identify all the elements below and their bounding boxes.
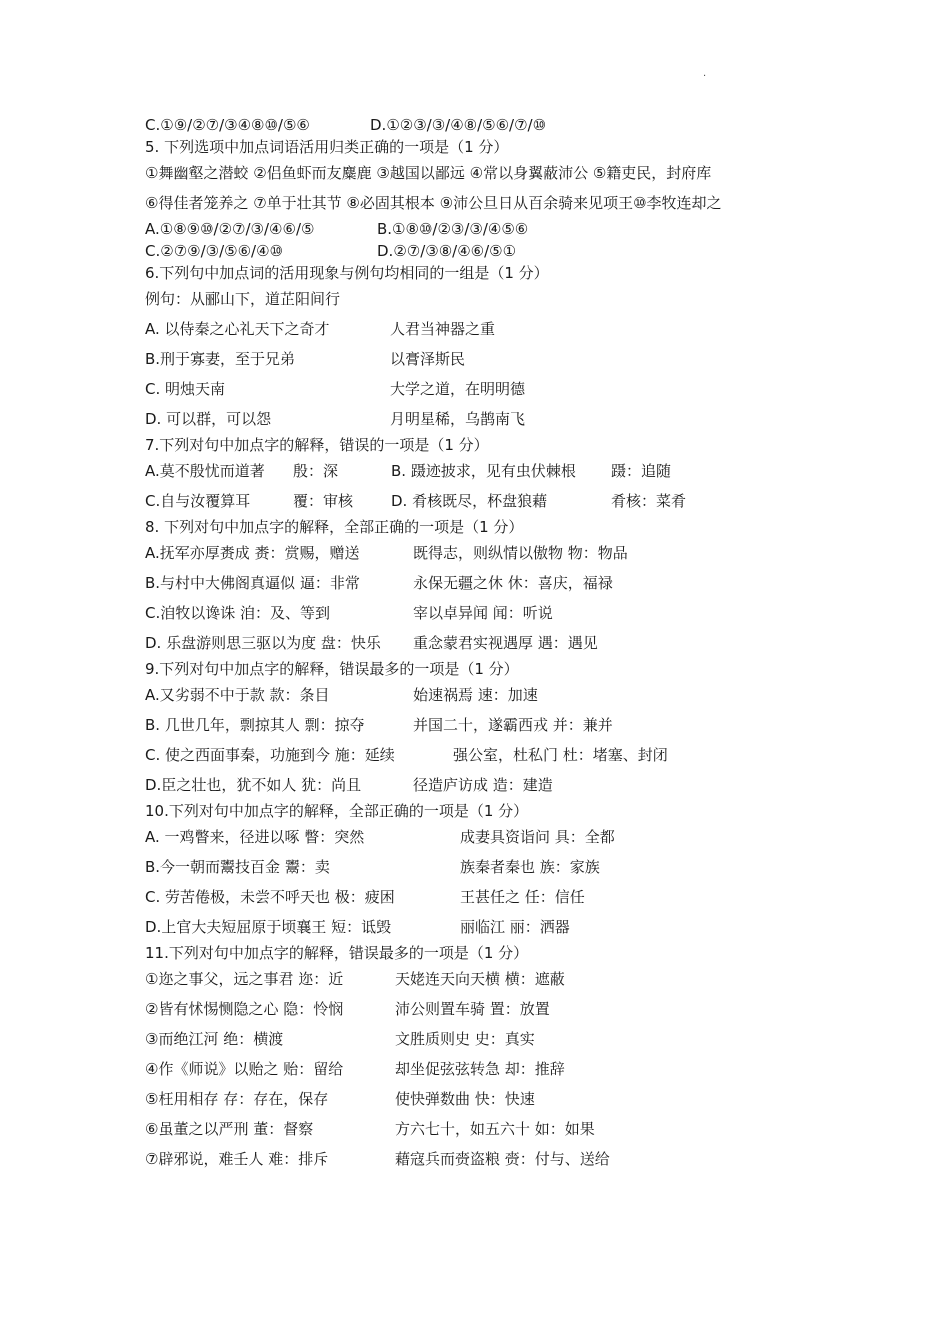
q9-option-b-right: 并国二十，遂霸西戎 并：兼并 <box>413 716 613 734</box>
q7-option-d: D. 肴核既尽，杯盘狼藉 <box>391 492 548 510</box>
q11-item-3-right: 文胜质则史 史：真实 <box>395 1030 535 1048</box>
q6-stem: 6.下列句中加点词的活用现象与例句均相同的一组是（1 分） <box>145 264 549 282</box>
q11-item-6-right: 方六七十，如五六十 如：如果 <box>395 1120 595 1138</box>
q10-option-c-left: C. 劳苦倦极，未尝不呼天也 极：疲困 <box>145 888 395 906</box>
corner-mark: . <box>703 68 707 79</box>
q9-option-d <box>145 770 835 800</box>
q7-option-c: C.自与汝覆算耳 <box>145 492 251 510</box>
q11-item-4-right: 却坐促弦弦转急 却：推辞 <box>395 1060 565 1078</box>
q9-option-c-left: C. 使之西面事秦，功施到今 施：延续 <box>145 746 395 764</box>
q6-option-c-right: 大学之道，在明明德 <box>390 380 526 398</box>
q5-option-b: B.①⑧⑩/②③/③/④⑤⑥ <box>377 220 529 238</box>
q11-item-6-left: ⑥虽董之以严刑 董：督察 <box>145 1120 314 1138</box>
q9-stem: 9.下列对句中加点字的解释，错误最多的一项是（1 分） <box>145 660 519 678</box>
q10-option-d <box>145 912 835 942</box>
q8-option-d-left: D. 乐盘游则思三驱以为度 盘：快乐 <box>145 634 381 652</box>
q11-item-2-right: 沛公则置车骑 置：放置 <box>395 1000 550 1018</box>
q11-item-5 <box>145 1084 835 1114</box>
q8-option-a-left: A.抚军亦厚赉成 赉：赏赐，赠送 <box>145 544 360 562</box>
q7-option-a-def: 殷：深 <box>293 462 339 480</box>
question-content <box>145 114 835 1174</box>
q11-item-7-left: ⑦辟邪说，难壬人 难：排斥 <box>145 1150 329 1168</box>
q11-item-1-right: 天姥连天向天横 横：遮蔽 <box>395 970 565 988</box>
q8-option-d-right: 重念蒙君实视遇厚 遇：遇见 <box>413 634 598 652</box>
q10-option-d-right: 丽临江 丽：洒器 <box>460 918 570 936</box>
q11-item-7-right: 藉寇兵而赍盗粮 赍：付与、送给 <box>395 1150 610 1168</box>
q7-stem: 7.下列对句中加点字的解释，错误的一项是（1 分） <box>145 436 489 454</box>
q6-option-b-left: B.刑于寡妻，至于兄弟 <box>145 350 296 368</box>
q6-option-a-left: A. 以侍秦之心礼天下之奇才 <box>145 320 330 338</box>
q7-options-cd <box>145 486 835 516</box>
q11-item-5-right: 使快弹数曲 快：快速 <box>395 1090 535 1108</box>
q6-example: 例句：从郦山下，道芷阳间行 <box>145 290 341 308</box>
q10-option-c-right: 王甚任之 任：信任 <box>460 888 585 906</box>
q11-item-1-left: ①迩之事父，远之事君 迩：近 <box>145 970 344 988</box>
q9-option-d-right: 径造庐访成 造：建造 <box>413 776 553 794</box>
q11-item-3-left: ③而绝江河 绝：横渡 <box>145 1030 284 1048</box>
q6-option-b-right: 以膏泽斯民 <box>390 350 466 368</box>
q5-option-a: A.①⑧⑨⑩/②⑦/③/④⑥/⑤ <box>145 220 315 238</box>
q7-option-d-def: 肴核：菜肴 <box>611 492 687 510</box>
q9-option-b <box>145 710 835 740</box>
q10-option-a-right: 成妻具资诣问 具：全都 <box>460 828 615 846</box>
q4-option-c: C.①⑨/②⑦/③④⑧⑩/⑤⑥ <box>145 116 310 134</box>
q5-items-line2: ⑥得佳者笼养之 ⑦单于壮其节 ⑧必固其根本 ⑨沛公旦日从百余骑来见项王⑩李牧连却之 <box>145 194 722 212</box>
q5-option-d: D.②⑦/③⑧/④⑥/⑤① <box>377 242 517 260</box>
q6-option-d <box>145 404 835 434</box>
q9-option-a-right: 始速祸焉 速：加速 <box>413 686 538 704</box>
q8-option-d <box>145 628 835 658</box>
q9-option-c <box>145 740 835 770</box>
q6-option-c-left: C. 明烛天南 <box>145 380 226 398</box>
q5-option-c: C.②⑦⑨/③/⑤⑥/④⑩ <box>145 242 283 260</box>
q5-items-line1: ①舞幽壑之潜蛟 ②侣鱼虾而友麋鹿 ③越国以鄙远 ④常以身翼蔽沛公 ⑤籍吏民，封府库 <box>145 164 712 182</box>
q10-option-a <box>145 822 835 852</box>
q8-option-c-left: C.洎牧以谗诛 洎：及、等到 <box>145 604 331 622</box>
q8-option-b-right: 永保无疆之休 休：喜庆，福禄 <box>413 574 613 592</box>
q11-item-4-left: ④作《师说》以贻之 贻：留给 <box>145 1060 344 1078</box>
q5-options-cd <box>145 240 835 262</box>
q9-option-a <box>145 680 835 710</box>
q5-options-ab <box>145 218 835 240</box>
q11-item-2-left: ②皆有怵惕恻隐之心 隐：怜悯 <box>145 1000 344 1018</box>
q10-option-c <box>145 882 835 912</box>
q11-item-7 <box>145 1144 835 1174</box>
q7-option-a: A.莫不殷忧而道著 <box>145 462 265 480</box>
q6-option-d-right: 月明星稀，乌鹊南飞 <box>390 410 526 428</box>
q10-option-b <box>145 852 835 882</box>
q6-option-a-right: 人君当神器之重 <box>390 320 496 338</box>
q7-option-b-def: 蹑：追随 <box>611 462 672 480</box>
q10-option-d-left: D.上官大夫短屈原于顷襄王 短：诋毁 <box>145 918 392 936</box>
q10-option-b-right: 族秦者秦也 族：家族 <box>460 858 600 876</box>
q9-option-d-left: D.臣之壮也，犹不如人 犹：尚且 <box>145 776 362 794</box>
q6-option-a <box>145 314 835 344</box>
q7-option-c-def: 覆：审核 <box>293 492 354 510</box>
q10-option-a-left: A. 一鸡瞥来，径进以啄 瞥：突然 <box>145 828 365 846</box>
q11-item-5-left: ⑤枉用相存 存：存在，保存 <box>145 1090 329 1108</box>
q11-item-2 <box>145 994 835 1024</box>
q6-option-d-left: D. 可以群，可以怨 <box>145 410 272 428</box>
q8-option-a <box>145 538 835 568</box>
q8-option-c-right: 宰以卓异闻 闻：听说 <box>413 604 553 622</box>
q11-stem: 11.下列对句中加点字的解释，错误最多的一项是（1 分） <box>145 944 529 962</box>
q11-item-4 <box>145 1054 835 1084</box>
q8-option-c <box>145 598 835 628</box>
q11-item-3 <box>145 1024 835 1054</box>
q8-stem: 8. 下列对句中加点字的解释，全部正确的一项是（1 分） <box>145 518 524 536</box>
q8-option-b-left: B.与村中大佛阁真逼似 逼：非常 <box>145 574 360 592</box>
q8-option-b <box>145 568 835 598</box>
q9-option-c-right: 强公室，杜私门 杜：堵塞、封闭 <box>453 746 668 764</box>
q9-option-a-left: A.又劣弱不中于款 款：条目 <box>145 686 330 704</box>
q4-option-d: D.①②③/③/④⑧/⑤⑥/⑦/⑩ <box>370 116 547 134</box>
q10-stem: 10.下列对句中加点字的解释，全部正确的一项是（1 分） <box>145 802 529 820</box>
q8-option-a-right: 既得志，则纵情以傲物 物：物品 <box>413 544 628 562</box>
q11-item-6 <box>145 1114 835 1144</box>
q6-option-c <box>145 374 835 404</box>
q10-option-b-left: B.今一朝而鬻技百金 鬻：卖 <box>145 858 330 876</box>
q5-stem: 5. 下列选项中加点词语活用归类正确的一项是（1 分） <box>145 138 509 156</box>
q9-option-b-left: B. 几世几年，剽掠其人 剽：掠夺 <box>145 716 365 734</box>
q11-item-1 <box>145 964 835 994</box>
q6-option-b <box>145 344 835 374</box>
q4-options-cd <box>145 114 835 136</box>
q7-option-b: B. 蹑迹披求，见有虫伏棘根 <box>391 462 576 480</box>
q7-options-ab <box>145 456 835 486</box>
